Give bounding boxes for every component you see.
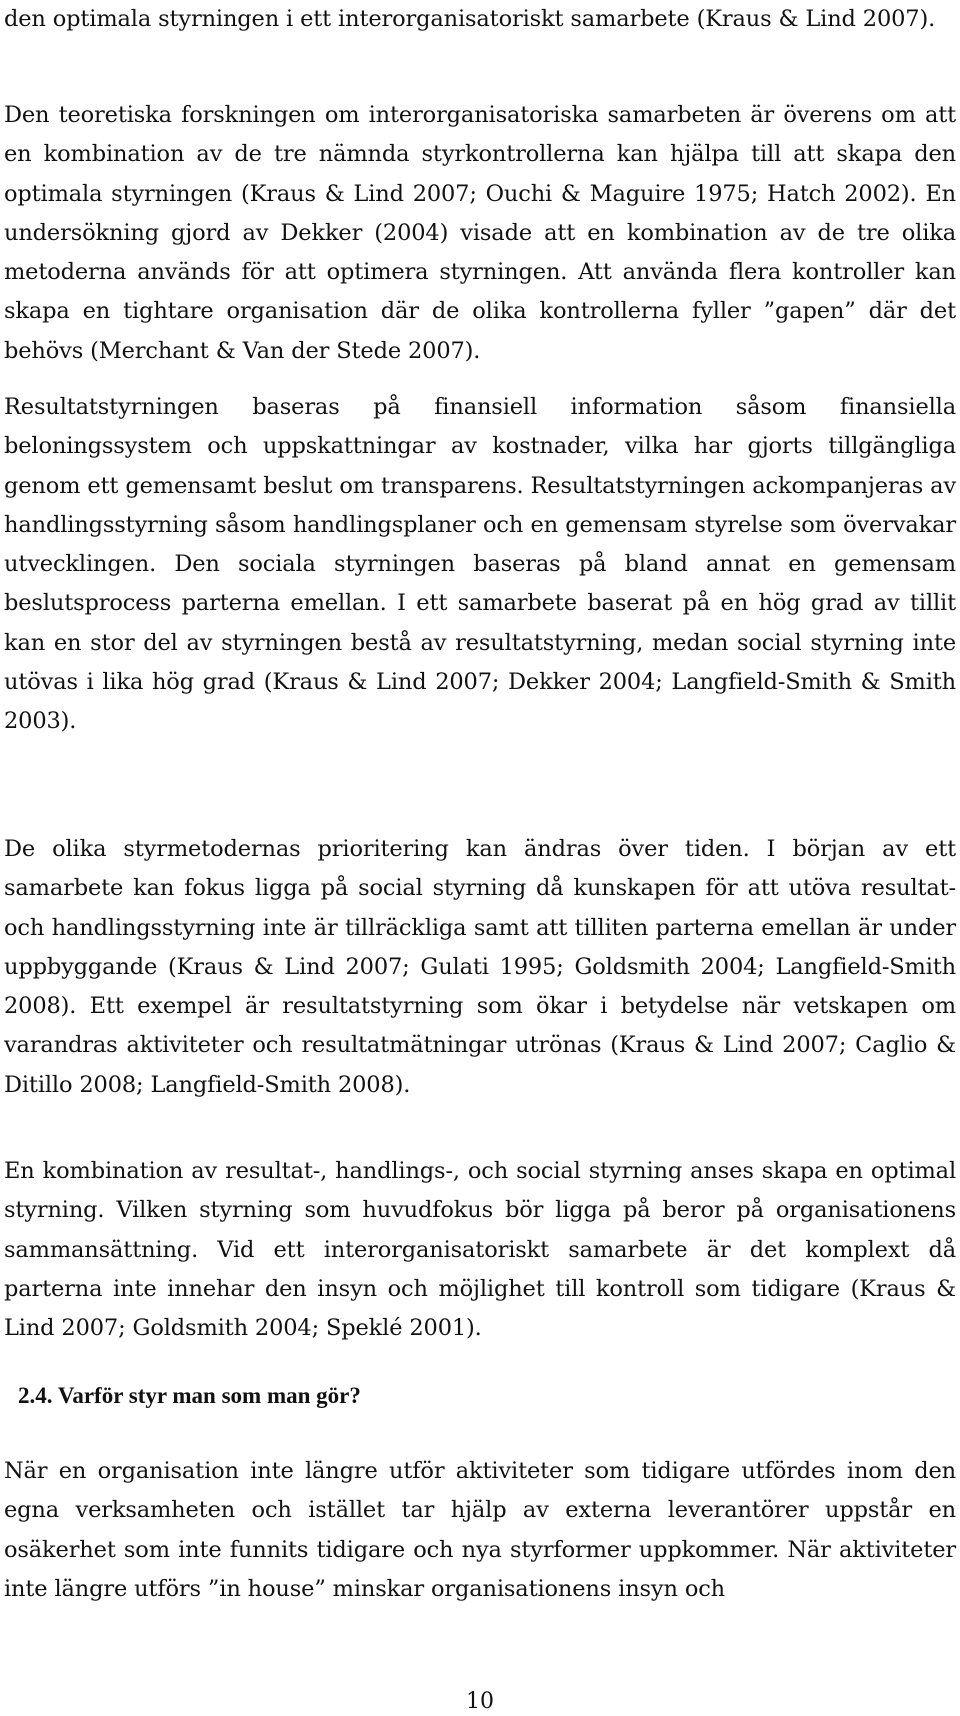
paragraph-after-heading: När en organisation inte längre utför aktiviteter som tidigare utfördes inom den egna verksamheten och istället tar hjälp av externa leverantörer uppstår en osäkerhet som inte funnits tidigare och nya styrformer uppkommer. När aktiviteter inte längre utförs ”in house” minskar organisationens insyn och [4, 1458, 956, 1602]
paragraph-1: den optimala styrningen i ett interorganisatoriskt samarbete (Kraus & Lind 2007). [4, 6, 936, 32]
section-heading: 2.4. Varför styr man som man gör? [18, 1383, 361, 1408]
paragraph-4: De olika styrmetodernas prioritering kan ändras över tiden. I början av ett samarbete kan fokus ligga på social styrning då kunskapen för att utöva resultat- och handlingsstyrning inte är tillräckliga samt att tilliten parterna emellan är under uppbyggande (Kraus & Lind 2007; Gulati 1995; Goldsmith 2004; Langfield-Smith 2008). Ett exempel är resultatstyrning som ökar i betydelse när vetskapen om varandras aktiviteter och resultatmätningar utrönas (Kraus & Lind 2007; Caglio & Ditillo 2008; Langfield-Smith 2008). [4, 836, 956, 1098]
page-number: 10 [466, 1689, 494, 1714]
paragraph-2: Den teoretiska forskningen om interorganisatoriska samarbeten är överens om att en kombination av de tre nämnda styrkontrollerna kan hjälpa till att skapa den optimala styrningen (Kraus & Lind 2007; Ouchi & Maguire 1975; Hatch 2002). En undersökning gjord av Dekker (2004) visade att en kombination av de tre olika metoderna används för att optimera styrningen. Att använda flera kontroller kan skapa en tightare organisation där de olika kontrollerna fyller ”gapen” där det behövs (Merchant & Van der Stede 2007). [4, 102, 956, 364]
paragraph-3: Resultatstyrningen baseras på finansiell information såsom finansiella beloningssystem och uppskattningar av kostnader, vilka har gjorts tillgängliga genom ett gemensamt beslut om transparens. Resultatstyrningen ackompanjeras av handlingsstyrning såsom handlingsplaner och en gemensam styrelse som övervakar utvecklingen. Den sociala styrningen baseras på bland annat en gemensam beslutsprocess parterna emellan. I ett samarbete baserat på en hög grad av tillit kan en stor del av styrningen bestå av resultatstyrning, medan social styrning inte utövas i lika hög grad (Kraus & Lind 2007; Dekker 2004; Langfield-Smith & Smith 2003). [4, 394, 956, 735]
paragraph-5: En kombination av resultat-, handlings-, och social styrning anses skapa en optimal styrning. Vilken styrning som huvudfokus bör ligga på beror på organisationens sammansättning. Vid ett interorganisatoriskt samarbete är det komplext då parterna inte innehar den insyn och möjlighet till kontroll som tidigare (Kraus & Lind 2007; Goldsmith 2004; Speklé 2001). [4, 1158, 956, 1342]
